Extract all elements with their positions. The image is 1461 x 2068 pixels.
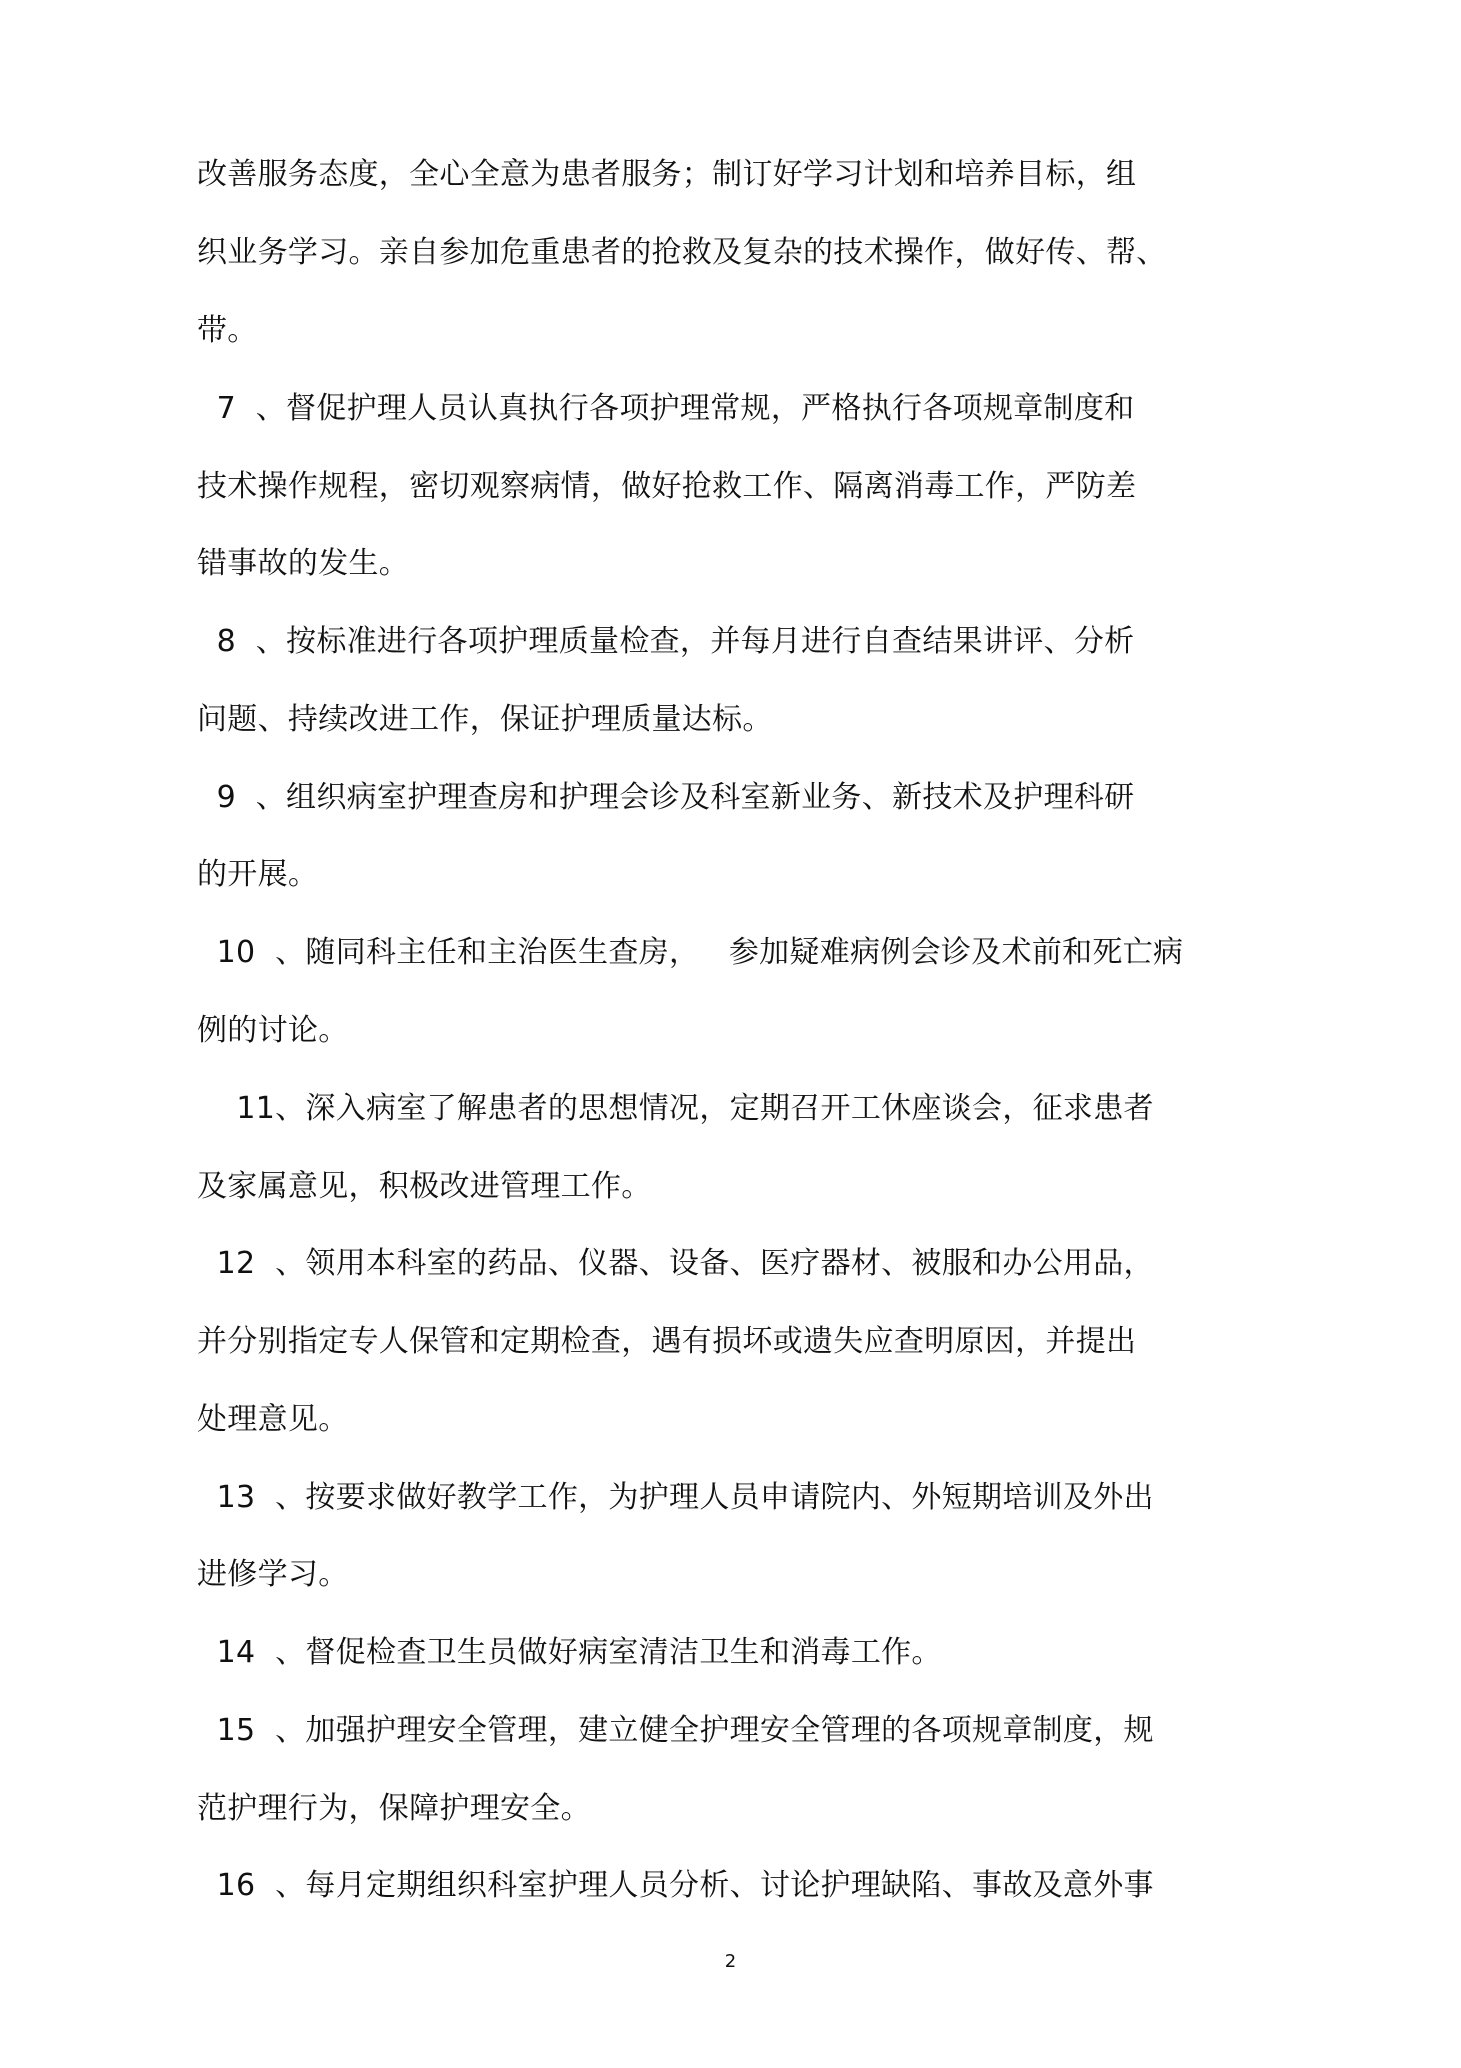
page-number: 2 <box>724 1951 737 1972</box>
text-line: 13 、按要求做好教学工作，为护理人员申请院内、外短期培训及外出 <box>197 1480 1154 1515</box>
text-line: 10 、随同科主任和主治医生查房， 参加疑难病例会诊及术前和死亡病 <box>197 935 1184 970</box>
text-line: 及家属意见，积极改进管理工作。 <box>197 1169 652 1204</box>
text-line: 范护理行为，保障护理安全。 <box>197 1791 591 1826</box>
text-line: 带。 <box>197 313 258 348</box>
text-line: 织业务学习。亲自参加危重患者的抢救及复杂的技术操作，做好传、帮、 <box>197 235 1167 270</box>
text-line: 9 、组织病室护理查房和护理会诊及科室新业务、新技术及护理科研 <box>197 780 1135 815</box>
text-line: 7 、督促护理人员认真执行各项护理常规，严格执行各项规章制度和 <box>197 391 1135 426</box>
text-line: 技术操作规程，密切观察病情，做好抢救工作、隔离消毒工作，严防差 <box>197 469 1137 504</box>
text-line: 8 、按标准进行各项护理质量检查，并每月进行自查结果讲评、分析 <box>197 624 1135 659</box>
text-line: 处理意见。 <box>197 1402 349 1437</box>
text-line: 14 、督促检查卫生员做好病室清洁卫生和消毒工作。 <box>197 1635 942 1670</box>
text-line: 15 、加强护理安全管理，建立健全护理安全管理的各项规章制度，规 <box>197 1713 1154 1748</box>
text-line: 的开展。 <box>197 857 319 892</box>
text-line: 11、深入病室了解患者的思想情况，定期召开工休座谈会，征求患者 <box>197 1091 1154 1126</box>
text-line: 并分别指定专人保管和定期检查，遇有损坏或遗失应查明原因，并提出 <box>197 1324 1137 1359</box>
text-line: 错事故的发生。 <box>197 546 410 581</box>
text-line: 进修学习。 <box>197 1557 349 1592</box>
text-line: 改善服务态度，全心全意为患者服务；制订好学习计划和培养目标，组 <box>197 157 1137 192</box>
text-line: 例的讨论。 <box>197 1013 349 1048</box>
text-line: 12 、领用本科室的药品、仪器、设备、医疗器材、被服和办公用品， <box>197 1246 1154 1281</box>
text-line: 16 、每月定期组织科室护理人员分析、讨论护理缺陷、事故及意外事 <box>197 1868 1154 1903</box>
text-line: 问题、持续改进工作，保证护理质量达标。 <box>197 702 773 737</box>
